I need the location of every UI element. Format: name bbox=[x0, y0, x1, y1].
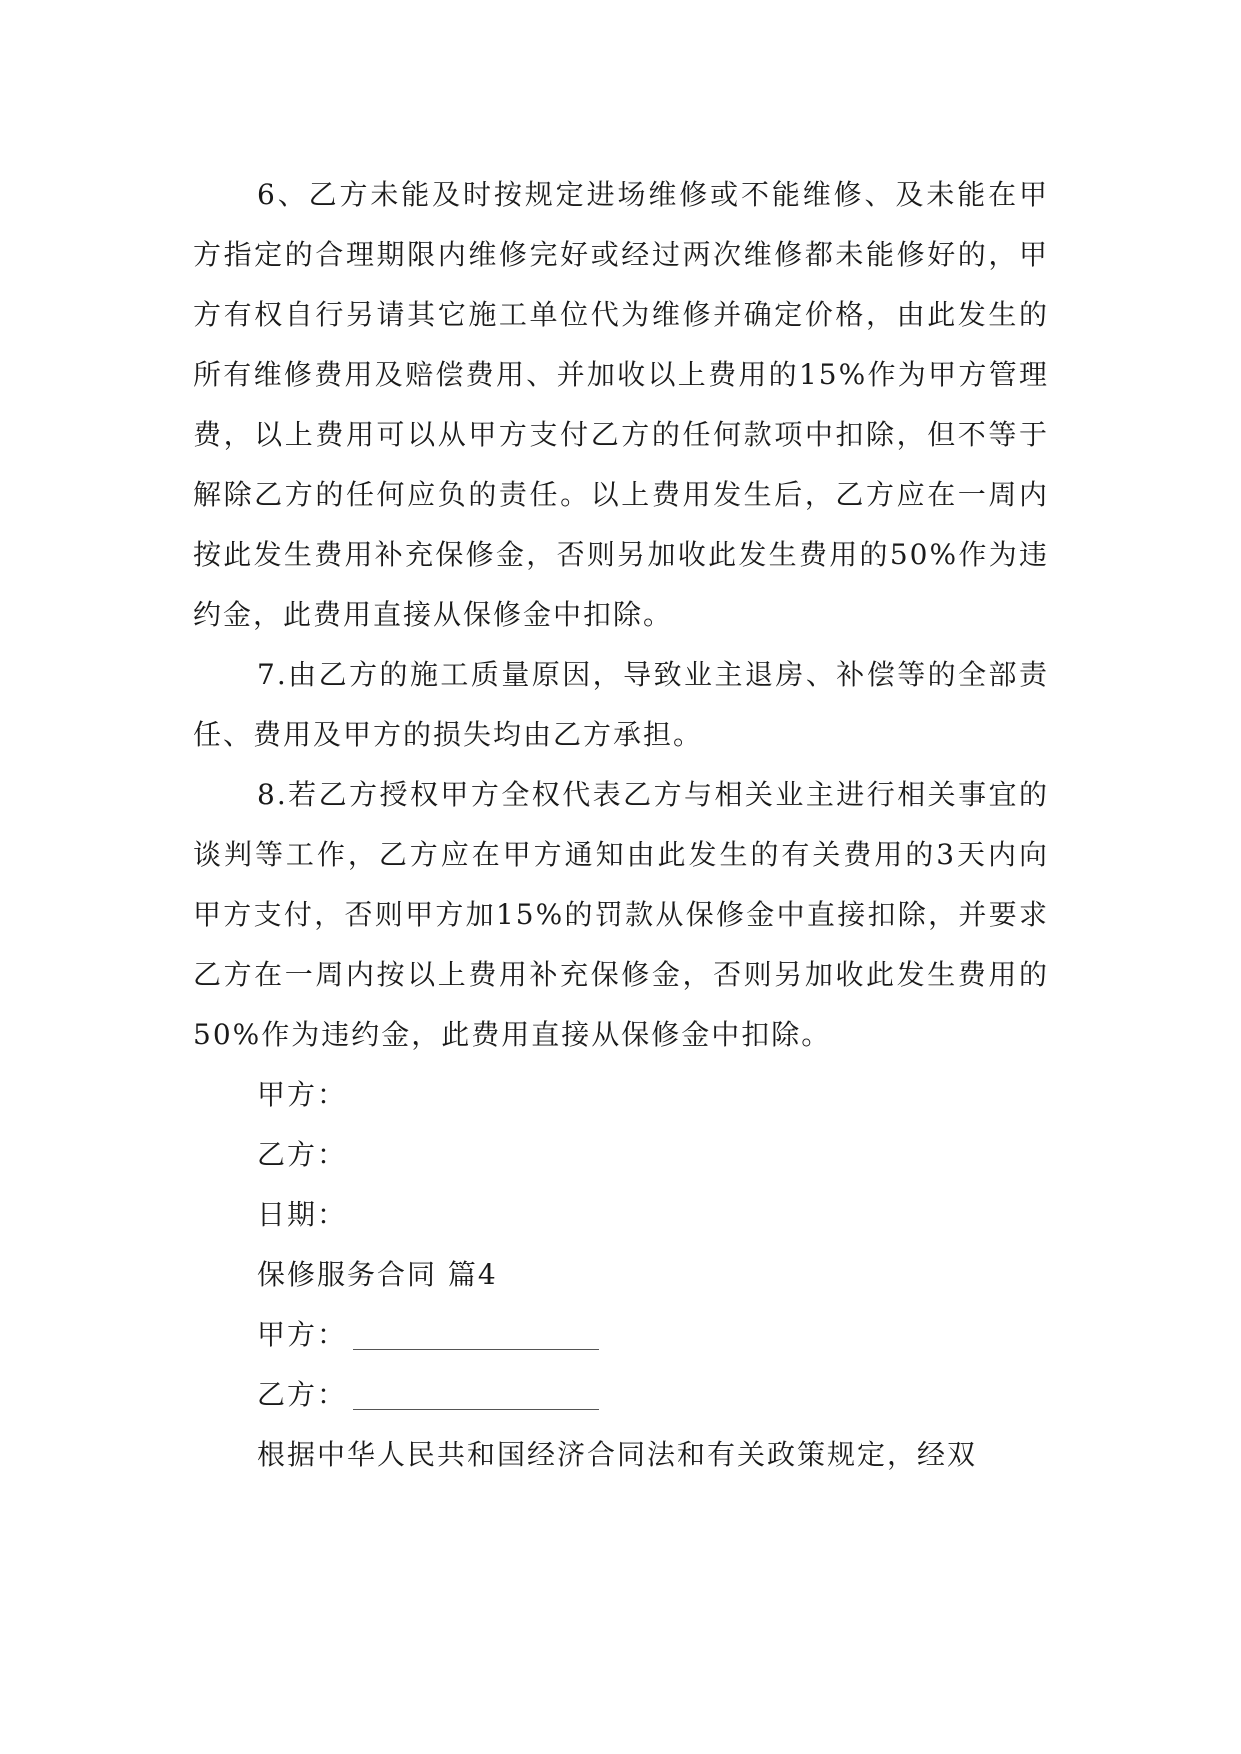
signature-party-a: 甲方： bbox=[257, 1078, 348, 1111]
clause-7: 7.由乙方的施工质量原因，导致业主退房、补偿等的全部责任、费用及甲方的损失均由乙方承担。 bbox=[193, 658, 1049, 751]
party-a-blank-line bbox=[353, 1347, 599, 1350]
section-title: 保修服务合同 篇4 bbox=[257, 1258, 498, 1291]
clause-6: 6、乙方未能及时按规定进场维修或不能维修、及未能在甲方指定的合理期限内维修完好或经过两次维修都未能修好的，甲方有权自行另请其它施工单位代为维修并确定价格，由此发生的所有维修费用及赔偿费用、并加收以上费用的15%作为甲方管理费，以上费用可以从甲方支付乙方的任何款项中扣除，但不等于解除乙方的任何应负的责任。以上费用发生后，乙方应在一周内按此发生费用补充保修金，否则另加收此发生费用的50%作为违约金，此费用直接从保修金中扣除。 bbox=[193, 178, 1049, 631]
party-b-label: 乙方： bbox=[257, 1378, 348, 1411]
signature-date: 日期： bbox=[257, 1198, 348, 1231]
document-body bbox=[193, 165, 1049, 1485]
closing-paragraph: 根据中华人民共和国经济合同法和有关政策规定，经双 bbox=[257, 1438, 978, 1471]
signature-party-b: 乙方： bbox=[257, 1138, 348, 1171]
clause-8: 8.若乙方授权甲方全权代表乙方与相关业主进行相关事宜的谈判等工作，乙方应在甲方通知由此发生的有关费用的3天内向甲方支付，否则甲方加15%的罚款从保修金中直接扣除，并要求乙方在一周内按以上费用补充保修金，否则另加收此发生费用的50%作为违约金，此费用直接从保修金中扣除。 bbox=[193, 778, 1049, 1051]
party-b-field bbox=[193, 1365, 1049, 1425]
party-b-blank-line bbox=[353, 1407, 599, 1410]
party-a-label: 甲方： bbox=[257, 1318, 348, 1351]
party-a-field bbox=[193, 1305, 1049, 1365]
